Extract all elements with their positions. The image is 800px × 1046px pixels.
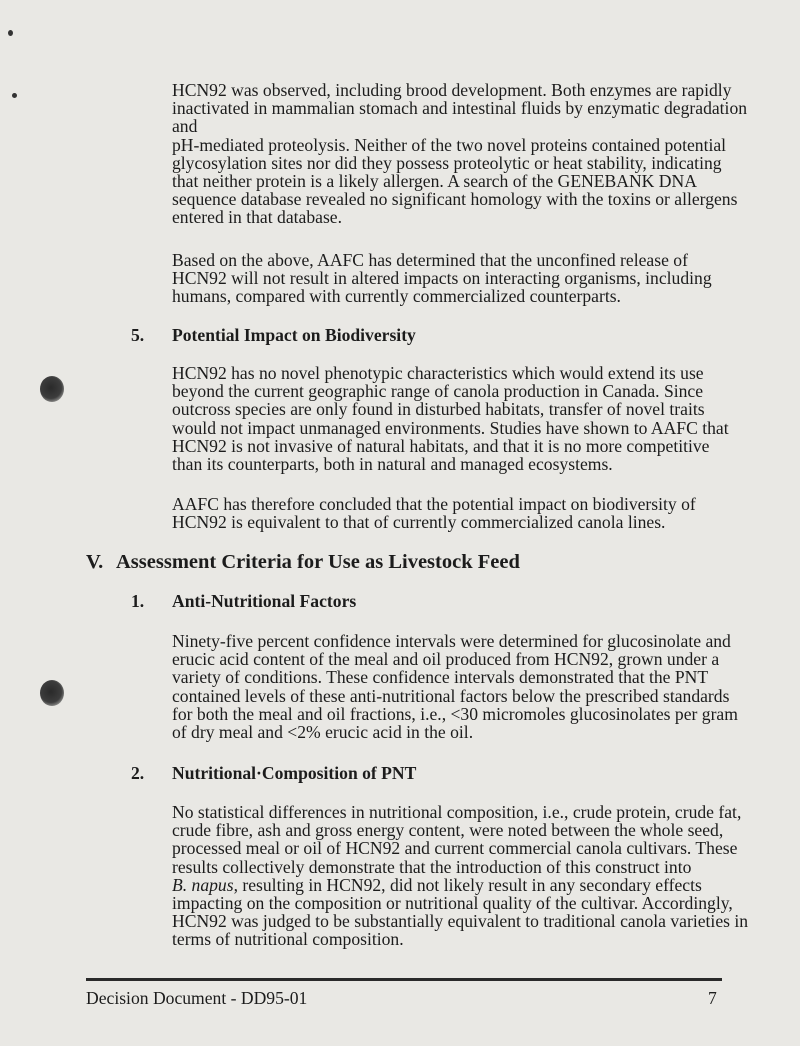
text-line: HCN92 was observed, including brood development. Both enzymes are rapidly bbox=[172, 80, 732, 100]
intro-paragraph bbox=[172, 80, 748, 228]
text-line: and bbox=[172, 116, 198, 137]
text-line: processed meal or oil of HCN92 and current commercial canola cultivars. These bbox=[172, 838, 738, 859]
punch-hole-top bbox=[40, 376, 64, 402]
text-line: B. napus, resulting in HCN92, did not likely result in any secondary effects bbox=[172, 874, 702, 895]
text-line: AAFC has therefore concluded that the potential impact on biodiversity of bbox=[172, 494, 696, 514]
anti-nutritional-paragraph bbox=[172, 631, 738, 743]
text-line: crude fibre, ash and gross energy content, were noted between the whole seed, bbox=[172, 820, 724, 841]
item-1-number: 1. bbox=[131, 591, 145, 611]
text-line: that neither protein is a likely allergen. A search of the GENEBANK DNA bbox=[172, 171, 697, 192]
footer-divider bbox=[86, 978, 722, 981]
text-line: erucic acid content of the meal and oil produced from HCN92, grown under a bbox=[172, 649, 720, 670]
item-2-heading: Nutritional·Composition of PNT bbox=[172, 763, 417, 783]
punch-hole-bottom bbox=[40, 680, 64, 706]
text-line: HCN92 is not invasive of natural habitats, and that it is no more competitive bbox=[172, 435, 710, 456]
section-number: V. bbox=[86, 551, 104, 573]
item-5-number: 5. bbox=[131, 325, 145, 345]
biodiversity-paragraph bbox=[172, 364, 732, 473]
text-line: Based on the above, AAFC has determined that the unconfined release of bbox=[172, 250, 688, 270]
scan-speck bbox=[12, 93, 17, 98]
item-1-heading: Anti-Nutritional Factors bbox=[172, 591, 357, 611]
text-line: humans, compared with currently commercialized counterparts. bbox=[172, 286, 621, 307]
text-line: HCN92 will not result in altered impacts on interacting organisms, including bbox=[172, 268, 712, 289]
aafc-conclusion-paragraph bbox=[172, 251, 732, 306]
text-line: than its counterparts, both in natural and managed ecosystems. bbox=[172, 454, 613, 475]
text-line: terms of nutritional composition. bbox=[172, 929, 404, 950]
text-line: inactivated in mammalian stomach and intestinal fluids by enzymatic degradation bbox=[172, 98, 748, 119]
text-line: No statistical differences in nutritional composition, i.e., crude protein, crude fat, bbox=[172, 802, 742, 822]
text-line: sequence database revealed no significant homology with the toxins or allergens bbox=[172, 189, 738, 210]
item-2-number: 2. bbox=[131, 763, 145, 783]
page-number: 7 bbox=[708, 988, 717, 1008]
item-5-heading: Potential Impact on Biodiversity bbox=[172, 325, 416, 345]
text-line: HCN92 has no novel phenotypic characteristics which would extend its use bbox=[172, 363, 704, 383]
nutritional-composition-paragraph bbox=[172, 802, 749, 950]
text-line: pH-mediated proteolysis. Neither of the two novel proteins contained potential bbox=[172, 134, 727, 155]
biodiversity-conclusion-paragraph bbox=[172, 495, 732, 531]
footer-document-id: Decision Document - DD95-01 bbox=[86, 988, 308, 1008]
text-line: impacting on the composition or nutritional quality of the cultivar. Accordingly, bbox=[172, 893, 733, 914]
text-line: entered in that database. bbox=[172, 207, 342, 228]
text-line: would not impact unmanaged environments. Studies have shown to AAFC that bbox=[172, 417, 729, 438]
text-line: HCN92 is equivalent to that of currently commercialized canola lines. bbox=[172, 512, 666, 533]
text-line: HCN92 was judged to be substantially equivalent to traditional canola varieties in bbox=[172, 911, 749, 932]
text-line: contained levels of these anti-nutritional factors below the prescribed standards bbox=[172, 685, 730, 706]
text-line: outcross species are only found in disturbed habitats, transfer of novel traits bbox=[172, 399, 705, 420]
scan-speck bbox=[8, 30, 13, 36]
text-line: beyond the current geographic range of canola production in Canada. Since bbox=[172, 381, 704, 402]
text-line: variety of conditions. These confidence intervals demonstrated that the PNT bbox=[172, 667, 709, 688]
section-title: Assessment Criteria for Use as Livestock Feed bbox=[116, 551, 520, 573]
text-line: Ninety-five percent confidence intervals were determined for glucosinolate and bbox=[172, 631, 731, 651]
text-line: for both the meal and oil fractions, i.e., <30 micromoles glucosinolates per gram bbox=[172, 703, 738, 724]
text-line: results collectively demonstrate that the introduction of this construct into bbox=[172, 856, 692, 877]
text-line: of dry meal and <2% erucic acid in the oil. bbox=[172, 722, 474, 743]
text-line: glycosylation sites nor did they possess proteolytic or heat stability, indicating bbox=[172, 152, 722, 173]
